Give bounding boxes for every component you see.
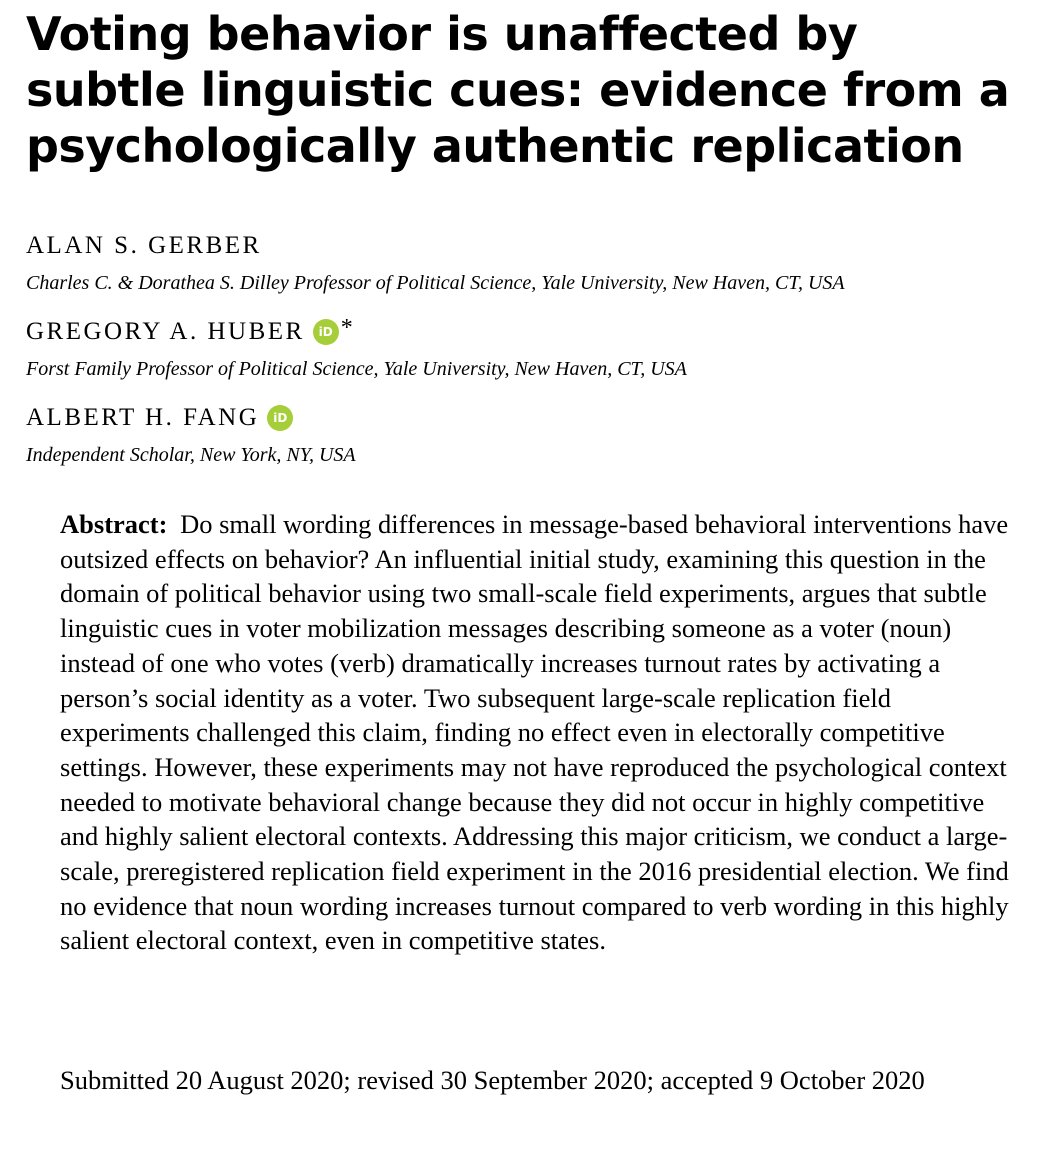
abstract — [60, 507, 1020, 958]
orcid-icon[interactable] — [313, 319, 339, 345]
orcid-icon[interactable] — [267, 405, 293, 431]
article-title: Voting behavior is unaffected by subtle linguistic cues: evidence from a psychologically authentic replication — [26, 7, 1010, 173]
author-affiliation: Charles C. & Dorathea S. Dilley Professor of Political Science, Yale University, New Haven, CT, USA — [26, 272, 845, 294]
submission-dates: Submitted 20 August 2020; revised 30 September 2020; accepted 9 October 2020 — [60, 1065, 925, 1095]
author-list — [26, 230, 1016, 488]
author-name — [26, 402, 1016, 434]
abstract-text: Do small wording differences in message-based behavioral interventions have outsized effects on behavior? An influential initial study, examining this question in the domain of political behavior using two small-scale field experiments, argues that subtle linguistic cues in voter mobilization messages describing someone as a voter (noun) instead of one who votes (verb) dramatically increases turnout rates by activating a person’s social identity as a voter. Two subsequent large-scale replication field experiments challenged this claim, finding no effect even in electorally competitive settings. However, these experiments may not have reproduced the psychological context needed to motivate behavioral change because they did not occur in highly competitive and highly salient electoral contexts. Addressing this major criticism, we conduct a large-scale, preregistered replication field experiment in the 2016 presidential election. We find no evidence that noun wording increases turnout compared to verb wording in this highly salient electoral context, even in competitive states. — [60, 509, 1009, 956]
orcid-badge-text: iD — [273, 411, 288, 425]
author-name — [26, 230, 1016, 262]
author-name — [26, 316, 1016, 348]
author-name-text: ALBERT H. FANG — [26, 404, 260, 431]
abstract-label: Abstract: — [60, 509, 168, 539]
corresponding-author-mark: * — [340, 315, 353, 341]
author-affiliation: Forst Family Professor of Political Science, Yale University, New Haven, CT, USA — [26, 358, 687, 380]
author-name-text: ALAN S. GERBER — [26, 232, 262, 259]
orcid-badge-text: iD — [318, 325, 333, 339]
author-name-text: GREGORY A. HUBER — [26, 318, 305, 345]
author-affiliation: Independent Scholar, New York, NY, USA — [26, 444, 356, 466]
